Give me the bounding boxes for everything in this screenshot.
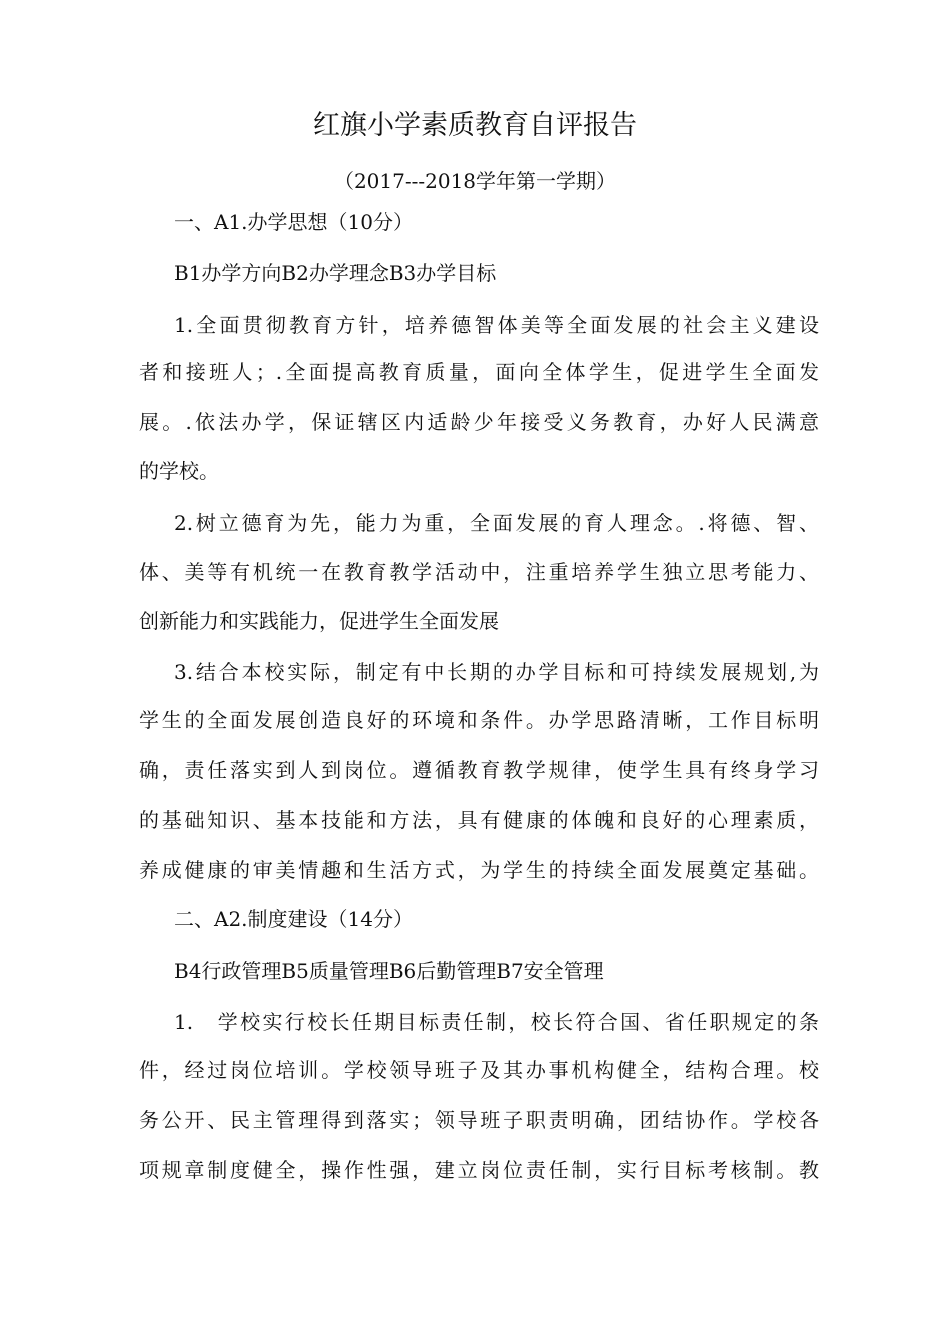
paragraph-line: 展。.依法办学，保证辖区内适龄少年接受义务教育，办好人民满意 (139, 410, 819, 434)
paragraph-line: 1.全面贯彻教育方针，培养德智体美等全面发展的社会主义建设 (174, 313, 819, 337)
paragraph-line: 创新能力和实践能力，促进学生全面发展 (139, 609, 499, 633)
paragraph-line: 学生的全面发展创造良好的环境和条件。办学思路清晰，工作目标明 (139, 708, 819, 732)
paragraph-line: 养成健康的审美情趣和生活方式，为学生的持续全面发展奠定基础。 (139, 858, 819, 882)
subsection-list-b1-b3: B1办学方向B2办学理念B3办学目标 (174, 261, 497, 285)
paragraph-line: 确，责任落实到人到岗位。遵循教育教学规律，使学生具有终身学习 (139, 758, 819, 782)
paragraph-line: 的学校。 (139, 459, 219, 483)
paragraph-line: 件，经过岗位培训。学校领导班子及其办事机构健全，结构合理。校 (139, 1058, 819, 1082)
document-subtitle: （2017---2018学年第一学期） (333, 169, 617, 193)
paragraph-line: 体、美等有机统一在教育教学活动中，注重培养学生独立思考能力、 (139, 560, 819, 584)
document-title: 红旗小学素质教育自评报告 (313, 110, 637, 141)
paragraph-line: 3.结合本校实际，制定有中长期的办学目标和可持续发展规划,为 (174, 660, 819, 684)
section-heading-a2: 二、A2.制度建设（14分） (174, 907, 413, 931)
paragraph-line: 的基础知识、基本技能和方法，具有健康的体魄和良好的心理素质， (139, 808, 819, 832)
section-heading-a1: 一、A1.办学思想（10分） (174, 210, 413, 234)
paragraph-line: 者和接班人；.全面提高教育质量，面向全体学生，促进学生全面发 (139, 360, 819, 384)
paragraph-line: 务公开、民主管理得到落实；领导班子职责明确，团结协作。学校各 (139, 1108, 819, 1132)
paragraph-line: 2.树立德育为先，能力为重，全面发展的育人理念。.将德、智、 (174, 511, 819, 535)
paragraph-line: 项规章制度健全，操作性强，建立岗位责任制，实行目标考核制。教 (139, 1158, 819, 1182)
paragraph-line: 1. 学校实行校长任期目标责任制，校长符合国、省任职规定的条 (174, 1010, 819, 1034)
subsection-list-b4-b7: B4行政管理B5质量管理B6后勤管理B7安全管理 (174, 959, 604, 983)
